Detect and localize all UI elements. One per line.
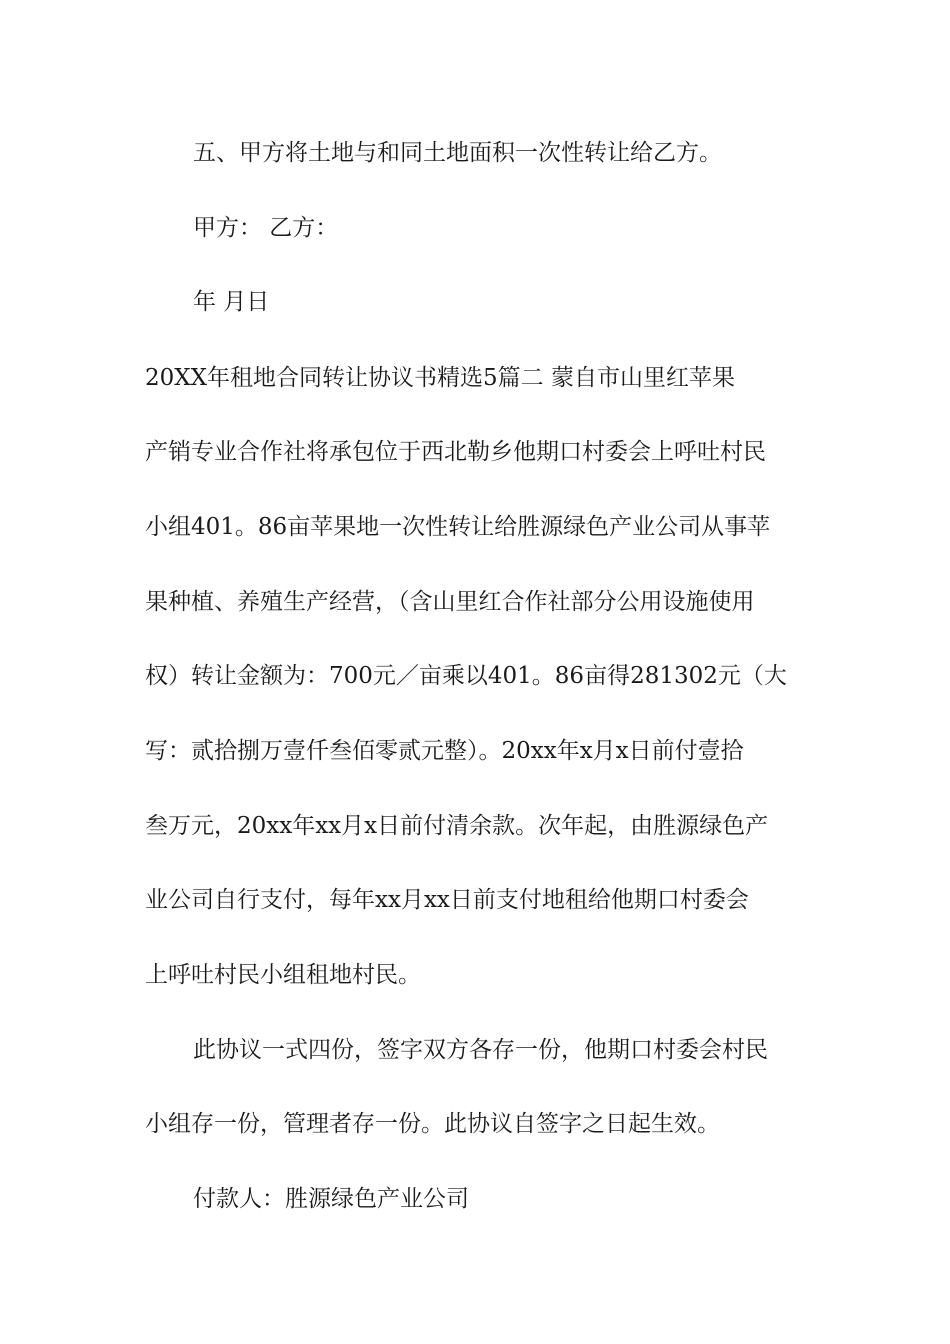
body-line: 上呼吐村民小组租地村民。 [145,962,421,988]
agreement-effective-line: 小组存一份，管理者存一份。此协议自签字之日起生效。 [145,1111,720,1137]
body-line: 业公司自行支付，每年xx月xx日前支付地租给他期口村委会 [145,887,749,913]
date-line: 年 月日 [193,289,270,315]
body-line: 小组401。86亩苹果地一次性转让给胜源绿色产业公司从事苹 [145,514,771,540]
body-line: 叁万元，20xx年xx月x日前付清余款。次年起，由胜源绿色产 [145,813,769,839]
body-line: 产销专业合作社将承包位于西北勒乡他期口村委会上呼吐村民 [145,439,766,465]
body-line: 果种植、养殖生产经营，（含山里红合作社部分公用设施使用 [145,589,755,615]
payer-line: 付款人：胜源绿色产业公司 [193,1186,469,1212]
body-line: 权）转让金额为：700元／亩乘以401。86亩得281302元（大 [145,663,787,689]
clause-five: 五、甲方将土地与和同土地面积一次性转让给乙方。 [193,140,722,166]
party-signatures: 甲方： 乙方： [193,215,339,241]
body-line: 写：贰拾捌万壹仟叁佰零贰元整）。20xx年x月x日前付壹拾 [145,738,744,764]
agreement-copies-line: 此协议一式四份，签字双方各存一份，他期口村委会村民 [193,1037,768,1063]
section-title-line: 20XX年租地合同转让协议书精选5篇二 蒙自市山里红苹果 [145,365,735,391]
